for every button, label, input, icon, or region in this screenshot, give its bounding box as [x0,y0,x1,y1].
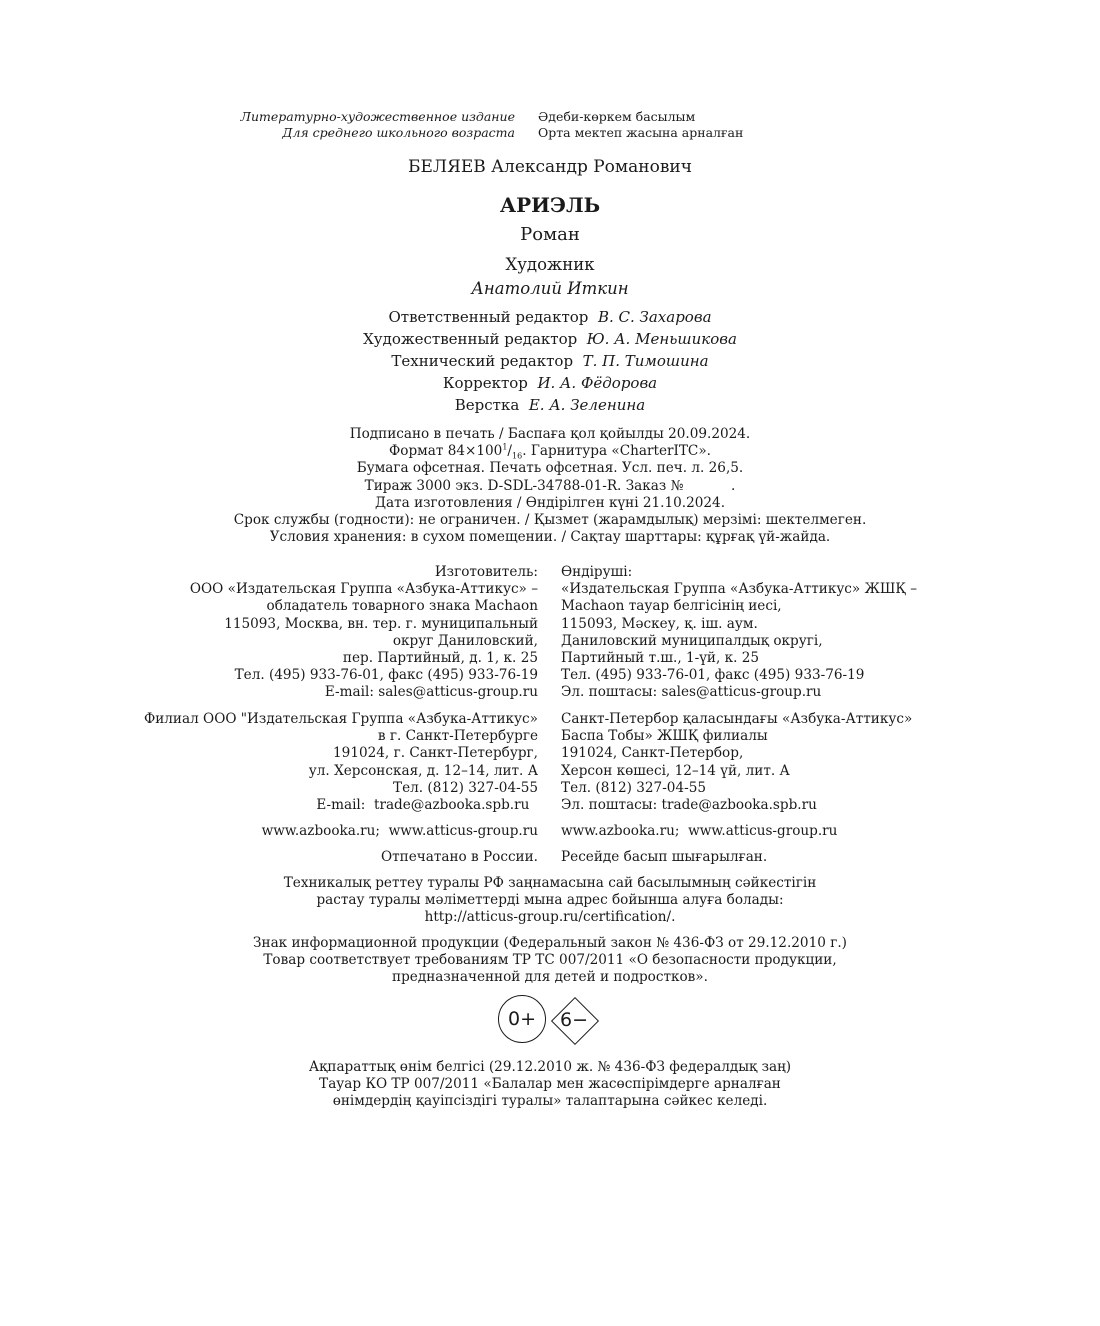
credit-name: И. А. Фёдорова [537,374,658,392]
printed-in-kz: Ресейде басып шығарылған. [561,849,768,865]
branch-email-kz: Эл. поштасы: trade@azbooka.spb.ru [561,797,817,814]
kz-certification-note [0,875,1100,927]
storage-conditions: Условия хранения: в сухом помещении. / Сақтау шарттары: құрғақ үй-жайда. [269,529,831,546]
manufacturer-block [0,564,1100,702]
kz-law-line: Тауар КО ТР 007/2011 «Балалар мен жасөспірімдерге арналған [319,1076,781,1093]
credit-line [0,328,1100,350]
age-group-kz: Орта мектеп жасына арналған [538,125,744,140]
manufacturer-line-ru: пер. Партийный, д. 1, к. 25 [342,650,538,667]
manufacturer-line-kz: Machaon тауар белгісінің иесі, [561,598,782,615]
manufacturer-line-kz: Өндіруші: [561,564,633,580]
age-group-ru: Для среднего школьного возраста [282,125,515,140]
editorial-credits [0,306,1100,416]
websites-kz: www.azbooka.ru; www.atticus-group.ru [561,823,838,839]
credit-line [0,394,1100,416]
kz-law-line: өнімдердің қауіпсіздігі туралы» талаптарына сәйкес келеді. [332,1093,768,1110]
websites-row [0,823,1100,840]
book-title: АРИЭЛЬ [499,193,601,217]
print-run-line: Тираж 3000 экз. D-SDL-34788-01-R. Заказ № . [364,477,736,494]
manufacturer-line-kz: Даниловский муниципалдық округі, [561,632,823,649]
credit-role: Технический редактор [391,352,574,370]
branch-email-ru: E-mail: trade@azbooka.spb.ru [316,797,538,814]
manufacturer-line-ru: 115093, Москва, вн. тер. г. муниципальный [224,615,538,632]
certification-link: http://atticus-group.ru/certification/. [424,909,676,926]
branch-line-ru: Тел. (812) 327-04-55 [393,779,538,796]
websites-ru: www.azbooka.ru; www.atticus-group.ru [261,823,538,839]
kz-law-line: Ақпараттық өнім белгісі (29.12.2010 ж. № 436-ФЗ федералдық заң) [308,1059,792,1075]
manufacturer-email-ru: E-mail: sales@atticus-group.ru [324,684,538,701]
credit-line [0,306,1100,328]
edition-type-kz: Әдеби-көркем басылым [538,109,696,124]
age-rating-circle-icon: 0+ [498,995,546,1043]
branch-line-ru: 191024, г. Санкт-Петербург, [333,745,538,762]
credit-name: В. С. Захарова [597,308,712,326]
kz-tech-line: растау туралы мәліметтерді мына адрес бойынша алуға болады: [316,892,784,909]
kz-tech-line: Техникалық реттеу туралы РФ заңнамасына сай басылымның сәйкестігін [283,875,817,891]
credit-role: Ответственный редактор [388,308,589,326]
branch-line-kz: Херсон көшесі, 12–14 үй, лит. А [561,762,790,779]
credit-role: Верстка [454,396,520,414]
credit-name: Е. А. Зеленина [528,396,646,414]
credit-role: Художественный редактор [363,330,578,348]
manufacturer-line-ru: ООО «Издательская Группа «Азбука-Аттикус» – [189,581,538,598]
manufacturer-line-kz: Партийный т.ш., 1-үй, к. 25 [561,650,760,667]
credit-name: Ю. А. Меньшикова [586,330,737,348]
age-rating-badges [498,995,602,1045]
credit-role: Корректор [442,374,528,392]
kz-info-product-note [0,1059,1100,1111]
credit-name: Т. П. Тимошина [582,352,709,370]
manufacturer-line-kz: Тел. (495) 933-76-01, факс (495) 933-76-19 [561,667,865,684]
manufacturer-line-kz: «Издательская Группа «Азбука-Аттикус» ЖШҚ – [561,581,917,598]
kids-safety-diamond-icon [549,995,599,1045]
edition-header [0,109,1100,141]
ru-law-line: Товар соответствует требованиям ТР ТС 007/2011 «О безопасности продукции, [263,952,837,969]
manufacturer-line-ru: Тел. (495) 933-76-01, факс (495) 933-76-19 [234,667,538,684]
manufacturer-line-ru: обладатель товарного знака Machaon [266,598,538,615]
kids-safety-label: 6− [559,1009,588,1031]
print-specs [0,426,1100,546]
credit-line [0,350,1100,372]
manufacturer-email-kz: Эл. поштасы: sales@atticus-group.ru [561,684,822,701]
printed-in-ru: Отпечатано в России. [380,849,538,865]
branch-line-ru: в г. Санкт-Петербурге [377,728,538,745]
branch-line-ru: Филиал ООО "Издательская Группа «Азбука-Аттикус» [143,711,538,727]
artist-name: Анатолий Иткин [471,279,629,298]
ru-law-line: Знак информационной продукции (Федеральный закон № 436-ФЗ от 29.12.2010 г.) [253,935,847,951]
branch-line-kz: 191024, Санкт-Петербор, [561,745,744,762]
ru-info-product-note [0,935,1100,987]
manufacture-date: Дата изготовления / Өндірілген күні 21.10.2024. [374,494,726,511]
manufacturer-line-kz: 115093, Мәскеу, қ. іш. аум. [561,615,758,632]
manufacturer-line-ru: Изготовитель: [434,564,538,580]
branch-line-kz: Тел. (812) 327-04-55 [561,779,706,796]
edition-type-ru: Литературно-художественное издание [240,109,515,124]
manufacturer-line-ru: округ Даниловский, [392,632,538,649]
credit-line [0,372,1100,394]
book-genre: Роман [520,224,580,245]
branch-line-kz: Баспа Тобы» ЖШҚ филиалы [561,728,768,745]
ru-law-line: предназначенной для детей и подростков». [392,969,708,986]
service-life: Срок службы (годности): не ограничен. / Қызмет (жарамдылық) мерзімі: шектелмеген. [233,512,867,529]
branch-block [0,711,1100,814]
artist-label: Художник [505,255,595,274]
branch-line-ru: ул. Херсонская, д. 12–14, лит. А [308,762,538,779]
paper-line: Бумага офсетная. Печать офсетная. Усл. печ. л. 26,5. [356,460,744,477]
author-name: БЕЛЯЕВ Александр Романович [408,157,692,177]
branch-line-kz: Санкт-Петербор қаласындағы «Азбука-Аттикус» [561,711,913,727]
format-line: Формат $84\times 100^1/_{16}$. Гарнитура «CharterITC». [389,442,711,461]
signed-date: Подписано в печать / Баспаға қол қойылды 20.09.2024. [349,426,751,442]
printed-in-row [0,849,1100,866]
